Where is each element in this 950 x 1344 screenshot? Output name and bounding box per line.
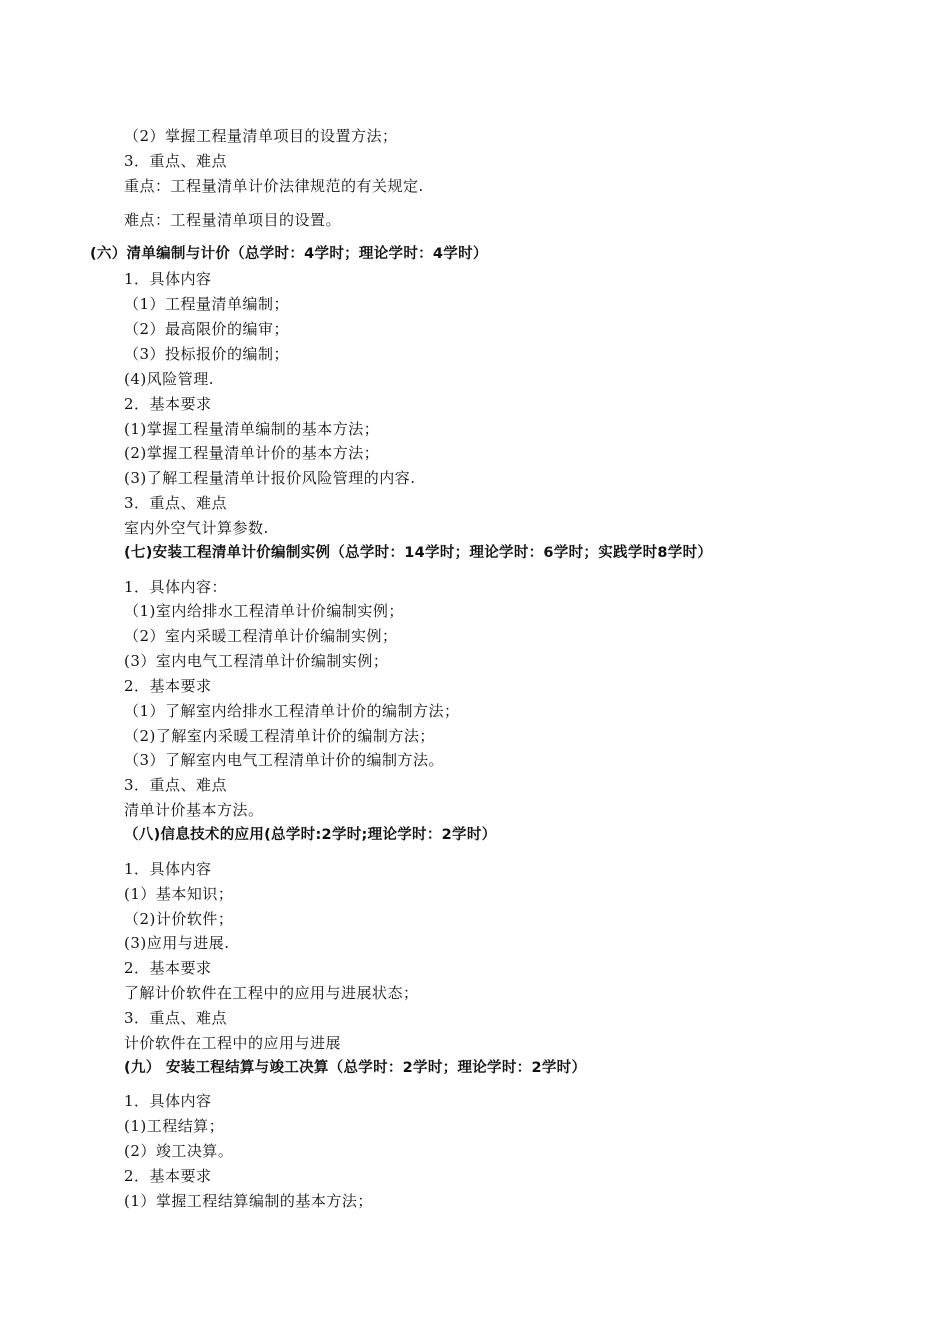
text-line: （2)计价软件； (124, 910, 234, 928)
text-line: （3）投标报价的编制； (124, 345, 290, 363)
text-line: 室内外空气计算参数. (124, 519, 269, 537)
text-line: （1）了解室内给排水工程清单计价的编制方法； (124, 702, 460, 720)
text-line: 3．重点、难点 (124, 494, 228, 512)
text-line: （3）了解室内电气工程清单计价的编制方法。 (124, 751, 445, 769)
text-line: (2)掌握工程量清单计价的基本方法； (124, 444, 380, 462)
text-line: 了解计价软件在工程中的应用与进展状态； (124, 984, 419, 1002)
text-line: (2）竣工决算。 (124, 1142, 234, 1160)
text-line: 1．具体内容： (124, 578, 228, 596)
text-line: (1）掌握工程结算编制的基本方法； (124, 1192, 373, 1210)
text-line: （2）掌握工程量清单项目的设置方法； (124, 127, 398, 145)
text-line: 2．基本要求 (124, 1167, 212, 1185)
section-heading: (七)安装工程清单计价编制实例（总学时：14学时；理论学时：6学时；实践学时8学时） (124, 545, 713, 561)
text-line: 清单计价基本方法。 (124, 801, 264, 819)
text-line: （2）室内采暖工程清单计价编制实例； (124, 627, 398, 645)
text-line: 3．重点、难点 (124, 1009, 228, 1027)
text-line: （2)了解室内采暖工程清单计价的编制方法； (124, 727, 435, 745)
text-line: (4)风险管理. (124, 370, 215, 388)
text-line: 2．基本要求 (124, 959, 212, 977)
text-line: （2）最高限价的编审； (124, 320, 290, 338)
text-line: (1）基本知识； (124, 885, 234, 903)
text-line: 计价软件在工程中的应用与进展 (124, 1034, 342, 1052)
text-line: (1)掌握工程量清单编制的基本方法； (124, 420, 380, 438)
text-line: 1．具体内容 (124, 860, 212, 878)
text-line: 3．重点、难点 (124, 152, 228, 170)
section-heading: (九） 安装工程结算与竣工决算（总学时：2学时；理论学时：2学时） (124, 1060, 587, 1076)
text-line: 1．具体内容 (124, 1092, 212, 1110)
text-line: 难点：工程量清单项目的设置。 (124, 211, 342, 229)
text-line: 2．基本要求 (124, 395, 212, 413)
text-line: 2．基本要求 (124, 677, 212, 695)
text-line: （1)室内给排水工程清单计价编制实例； (124, 602, 404, 620)
text-line: (3)了解工程量清单计报价风险管理的内容. (124, 469, 416, 487)
text-line: 3．重点、难点 (124, 776, 228, 794)
section-heading: （八)信息技术的应用(总学时:2学时;理论学时：2学时） (124, 827, 497, 843)
text-line: (3）室内电气工程清单计价编制实例； (124, 652, 389, 670)
section-heading: (六）清单编制与计价（总学时：4学时；理论学时：4学时） (90, 246, 488, 262)
text-line: 重点：工程量清单计价法律规范的有关规定. (124, 177, 424, 195)
text-line: 1．具体内容 (124, 270, 212, 288)
text-line: (1)工程结算； (124, 1117, 225, 1135)
text-line: （1）工程量清单编制； (124, 295, 290, 313)
text-line: (3)应用与进展. (124, 934, 230, 952)
